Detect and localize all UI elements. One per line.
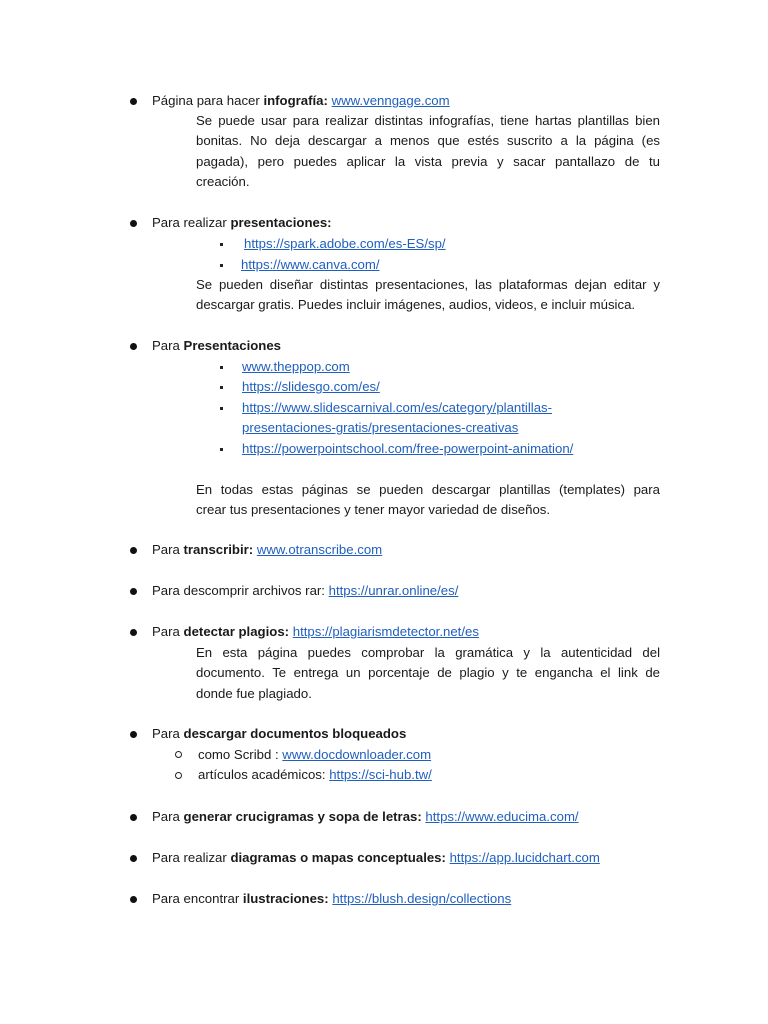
list-item xyxy=(152,91,450,111)
link-slidescarnival[interactable]: https://www.slidescarnival.com/es/category/plantillas- xyxy=(242,400,553,415)
item-bold-label: ilustraciones: xyxy=(242,891,329,906)
link-otranscribe[interactable]: www.otranscribe.com xyxy=(256,542,383,557)
description-line: pagada), pero puedes aplicar la vista previa y sacar pantallazo de tu xyxy=(196,153,660,169)
list-item xyxy=(152,581,458,601)
sub-list-item xyxy=(198,765,432,785)
item-prefix: Para xyxy=(152,542,184,557)
list-item xyxy=(152,213,332,233)
bullet-icon xyxy=(130,814,137,821)
item-bold-label: detectar plagios: xyxy=(183,624,290,639)
link-sci-hub[interactable]: https://sci-hub.tw/ xyxy=(329,767,432,782)
item-prefix: Para realizar xyxy=(152,850,231,865)
link-plagiarismdetector[interactable]: https://plagiarismdetector.net/es xyxy=(292,624,479,639)
description-line: documento. Te entrega un porcentaje de plagio y te engancha el link de xyxy=(196,665,660,681)
bullet-icon xyxy=(130,343,137,350)
square-bullet-icon xyxy=(220,243,223,246)
list-item xyxy=(152,807,579,827)
sub-item-label: artículos académicos: xyxy=(198,767,330,782)
item-bold-label: presentaciones: xyxy=(230,215,332,230)
square-bullet-icon xyxy=(220,264,223,267)
item-prefix: Página para hacer xyxy=(152,93,264,108)
description-line: crear tus presentaciones y tener mayor variedad de diseños. xyxy=(196,502,551,518)
square-bullet-icon xyxy=(220,448,223,451)
item-bold-label: Presentaciones xyxy=(183,338,282,353)
link-lucidchart[interactable]: https://app.lucidchart.com xyxy=(449,850,600,865)
bullet-icon xyxy=(130,896,137,903)
item-description xyxy=(196,480,660,521)
list-item xyxy=(152,848,600,868)
item-bold-label: diagramas o mapas conceptuales: xyxy=(230,850,446,865)
description-line: Se pueden diseñar distintas presentaciones, las plataformas dejan editar y xyxy=(196,277,660,292)
sub-item-label: como Scribd : xyxy=(198,747,283,762)
sub-list-item xyxy=(198,745,431,765)
description-line: Se puede usar para realizar distintas infografías, tiene hartas plantillas bien xyxy=(196,113,660,128)
item-prefix: Para xyxy=(152,624,184,639)
description-line: creación. xyxy=(196,174,250,190)
description-line: En esta página puedes comprobar la gramática y la autenticidad del xyxy=(196,645,660,660)
item-bold-label: infografía: xyxy=(263,93,328,108)
list-item xyxy=(152,889,511,909)
item-bold-label: descargar documentos bloqueados xyxy=(183,726,407,741)
bullet-icon xyxy=(130,629,137,636)
item-description xyxy=(196,643,660,704)
link-blush-design[interactable]: https://blush.design/collections xyxy=(332,891,512,906)
bullet-icon xyxy=(130,98,137,105)
link-venngage[interactable]: www.venngage.com xyxy=(331,93,450,108)
link-educima[interactable]: https://www.educima.com/ xyxy=(425,809,579,824)
list-item xyxy=(152,622,479,642)
item-prefix: Para descomprir archivos rar: xyxy=(152,583,329,598)
item-bold-label: generar crucigramas y sopa de letras: xyxy=(183,809,422,824)
square-bullet-icon xyxy=(220,407,223,410)
item-prefix: Para xyxy=(152,726,184,741)
list-item xyxy=(152,336,281,356)
item-prefix: Para xyxy=(152,809,184,824)
link-spark-adobe[interactable]: https://spark.adobe.com/es-ES/sp/ xyxy=(244,236,446,251)
item-prefix: Para encontrar xyxy=(152,891,243,906)
link-theppop[interactable]: www.theppop.com xyxy=(242,359,350,374)
bullet-icon xyxy=(130,855,137,862)
description-line: bonitas. No deja descargar a menos que estés suscrito a la página (es xyxy=(196,133,660,149)
bullet-icon xyxy=(130,220,137,227)
link-docdownloader[interactable]: www.docdownloader.com xyxy=(282,747,432,762)
link-powerpointschool[interactable]: https://powerpointschool.com/free-powerpoint-animation/ xyxy=(242,441,574,456)
link-canva[interactable]: https://www.canva.com/ xyxy=(241,257,380,272)
square-bullet-icon xyxy=(220,366,223,369)
item-prefix: Para xyxy=(152,338,184,353)
square-bullet-icon xyxy=(220,386,223,389)
list-item xyxy=(152,724,406,744)
description-line: En todas estas páginas se pueden descargar plantillas (templates) para xyxy=(196,482,660,497)
item-prefix: Para realizar xyxy=(152,215,231,230)
item-description xyxy=(196,275,660,316)
bullet-icon xyxy=(130,731,137,738)
list-item xyxy=(152,540,382,560)
link-slidescarnival-continued[interactable]: presentaciones-gratis/presentaciones-creativas xyxy=(242,420,519,435)
link-slidesgo[interactable]: https://slidesgo.com/es/ xyxy=(242,379,380,394)
circle-bullet-icon xyxy=(175,751,182,758)
description-line: descargar gratis. Puedes incluir imágenes, audios, videos, e incluir música. xyxy=(196,297,636,313)
bullet-icon xyxy=(130,547,137,554)
description-line: donde fue plagiado. xyxy=(196,685,312,701)
item-bold-label: transcribir: xyxy=(183,542,254,557)
circle-bullet-icon xyxy=(175,772,182,779)
link-unrar[interactable]: https://unrar.online/es/ xyxy=(328,583,459,598)
item-description xyxy=(196,111,660,193)
bullet-icon xyxy=(130,588,137,595)
